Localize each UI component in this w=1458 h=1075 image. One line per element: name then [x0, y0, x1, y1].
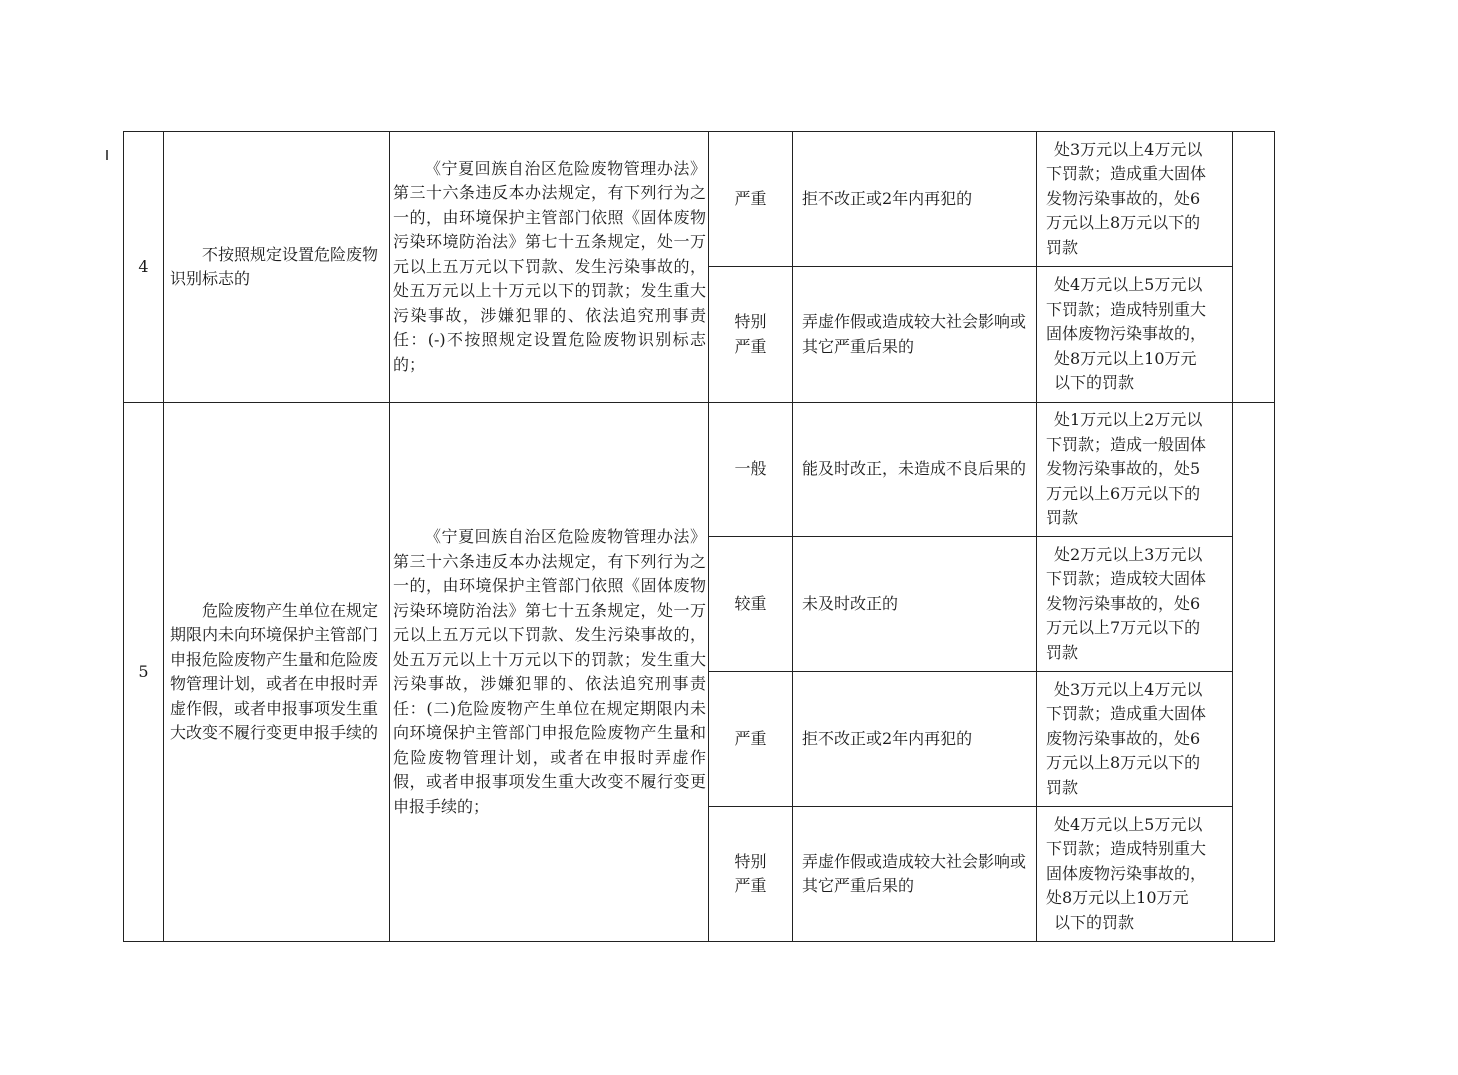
violation-level: 特别 严重 — [709, 807, 793, 942]
penalty-standard-line: 处2万元以上3万元以 — [1054, 544, 1203, 564]
violation-circumstance: 弄虚作假或造成较大社会影响或其它严重后果的 — [793, 807, 1037, 942]
penalty-standard-line: 下罚款；造成一般固体 — [1046, 434, 1207, 454]
violation-behavior — [164, 403, 390, 942]
legal-basis-text: 《宁夏回族自治区危险废物管理办法》第三十六条违反本办法规定，有下列行为之一的，由环境保护主管部门依照《固体废物污染环境防治法》第七十五条规定，处一万元以上五万元以下罚款、发生污染事故的，处五万元以上十万元以下的罚款；发生重大污染事故，涉嫌犯罪的、依法追究刑事责任：(二)危险废物产生单位在规定期限内未向环境保护主管部门申报危险废物产生量和危险废物管理计划，或者在申报时弄虚作假，或者申报事项发生重大改变不履行变更申报手续的； — [393, 527, 706, 816]
penalty-standard-line: 罚款 — [1046, 237, 1079, 257]
penalty-standard-line: 发物污染事故的，处5 — [1046, 459, 1201, 479]
penalty-standard-line: 处3万元以上4万元以 — [1054, 679, 1203, 699]
violation-behavior-text: 危险废物产生单位在规定期限内未向环境保护主管部门申报危险废物产生量和危险废物管理计划，或者在申报时弄虚作假，或者申报事项发生重大改变不履行变更申报手续的 — [170, 600, 379, 742]
violation-level: 较重 — [709, 537, 793, 672]
penalty-standard — [1037, 132, 1233, 267]
violation-circumstance: 能及时改正，未造成不良后果的 — [793, 403, 1037, 537]
penalty-standard-line: 以下的罚款 — [1054, 912, 1135, 932]
violation-level: 一般 — [709, 403, 793, 537]
penalty-standard-line: 处1万元以上2万元以 — [1054, 410, 1203, 430]
penalty-standard-line: 以下的罚款 — [1054, 373, 1135, 393]
penalty-standard — [1037, 537, 1233, 672]
row-number: 5 — [124, 403, 164, 942]
violation-level: 严重 — [709, 672, 793, 807]
legal-basis — [390, 403, 709, 942]
violation-circumstance: 未及时改正的 — [793, 537, 1037, 672]
violation-circumstance: 拒不改正或2年内再犯的 — [793, 672, 1037, 807]
penalty-standard-line: 固体废物污染事故的， — [1046, 324, 1207, 344]
penalty-standard-line: 下罚款；造成特别重大 — [1046, 299, 1207, 319]
penalty-standard-line: 万元以上8万元以下的 — [1046, 753, 1201, 773]
violation-behavior — [164, 132, 390, 403]
penalty-standard — [1037, 672, 1233, 807]
penalty-standard — [1037, 807, 1233, 942]
table-row — [124, 132, 1275, 267]
penalty-standard-line: 处3万元以上4万元以 — [1054, 139, 1203, 159]
penalty-standard-line: 下罚款；造成重大固体 — [1046, 704, 1207, 724]
penalty-standard-line: 废物污染事故的，处6 — [1046, 728, 1201, 748]
penalty-standard — [1037, 403, 1233, 537]
violation-circumstance: 弄虚作假或造成较大社会影响或其它严重后果的 — [793, 267, 1037, 403]
penalty-standard — [1037, 267, 1233, 403]
penalty-standard-line: 下罚款；造成较大固体 — [1046, 569, 1207, 589]
penalty-standard-line: 固体废物污染事故的， — [1046, 863, 1207, 883]
penalty-standards-table — [123, 131, 1275, 942]
penalty-standard-line: 万元以上6万元以下的 — [1046, 483, 1201, 503]
penalty-standard-line: 罚款 — [1046, 508, 1079, 528]
violation-level: 严重 — [709, 132, 793, 267]
row-number: 4 — [124, 132, 164, 403]
violation-circumstance: 拒不改正或2年内再犯的 — [793, 132, 1037, 267]
remarks-cell — [1233, 403, 1275, 942]
legal-basis — [390, 132, 709, 403]
margin-mark — [106, 150, 108, 160]
penalty-standard-line: 万元以上7万元以下的 — [1046, 618, 1201, 638]
penalty-standard-line: 万元以上8万元以下的 — [1046, 213, 1201, 233]
penalty-standard-line: 下罚款；造成特别重大 — [1046, 839, 1207, 859]
penalty-standard-line: 下罚款；造成重大固体 — [1046, 164, 1207, 184]
remarks-cell — [1233, 132, 1275, 403]
violation-behavior-text: 不按照规定设置危险废物识别标志的 — [170, 244, 379, 288]
penalty-standard-line: 罚款 — [1046, 777, 1079, 797]
penalty-standard-line: 发物污染事故的，处6 — [1046, 188, 1201, 208]
penalty-standard-line: 处4万元以上5万元以 — [1054, 275, 1203, 295]
penalty-standard-line: 罚款 — [1046, 642, 1079, 662]
table-row — [124, 403, 1275, 537]
penalty-standard-line: 处8万元以上10万元 — [1054, 348, 1197, 368]
penalty-standard-line: 处8万元以上10万元 — [1046, 888, 1189, 908]
penalty-standard-line: 处4万元以上5万元以 — [1054, 814, 1203, 834]
violation-level: 特别 严重 — [709, 267, 793, 403]
penalty-standard-line: 发物污染事故的，处6 — [1046, 593, 1201, 613]
legal-basis-text: 《宁夏回族自治区危险废物管理办法》第三十六条违反本办法规定，有下列行为之一的，由环境保护主管部门依照《固体废物污染环境防治法》第七十五条规定，处一万元以上五万元以下罚款、发生污染事故的，处五万元以上十万元以下的罚款；发生重大污染事故，涉嫌犯罪的、依法追究刑事责任：(-)不按照规定设置危险废物识别标志的； — [393, 158, 706, 374]
